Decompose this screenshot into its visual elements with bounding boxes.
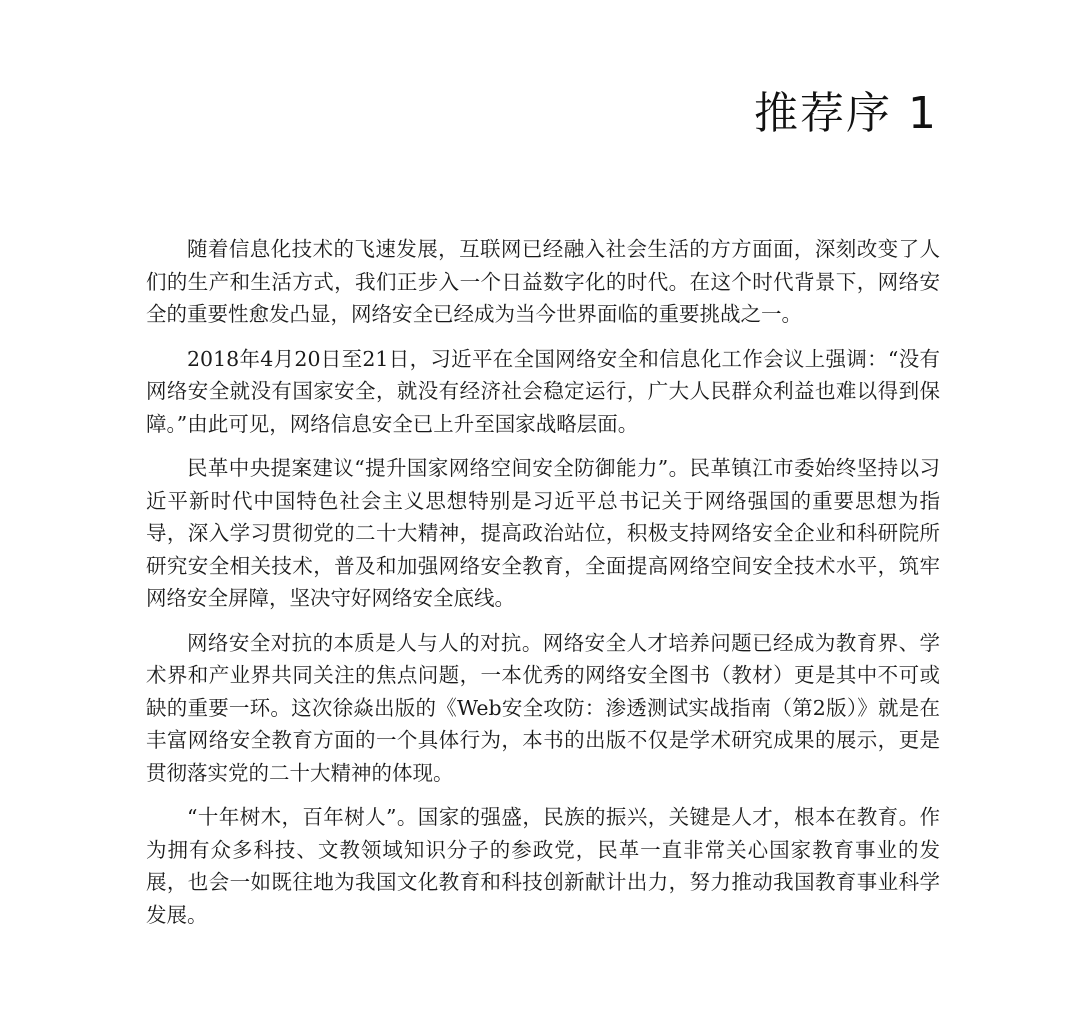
paragraph-3: 民革中央提案建议“提升国家网络空间安全防御能力”。民革镇江市委始终坚持以习近平新时代中国特色社会主义思想特别是习近平总书记关于网络强国的重要思想为指导，深入学习贯彻党的二十大精神，提高政治站位，积极支持网络安全企业和科研院所研究安全相关技术，普及和加强网络安全教育，全面提高网络空间安全技术水平，筑牢网络安全屏障，坚决守好网络安全底线。 [146, 456, 940, 610]
paragraph-2: 2018年4月20日至21日，习近平在全国网络安全和信息化工作会议上强调：“没有网络安全就没有国家安全，就没有经济社会稳定运行，广大人民群众利益也难以得到保障。”由此可见，网络信息安全已上升至国家战略层面。 [146, 346, 940, 436]
paragraph-5: “十年树木，百年树人”。国家的强盛，民族的振兴，关键是人才，根本在教育。作为拥有众多科技、文教领域知识分子的参政党，民革一直非常关心国家教育事业的发展，也会一如既往地为我国文化教育和科技创新献计出力，努力推动我国教育事业科学发展。 [146, 805, 940, 927]
paragraph-4: 网络安全对抗的本质是人与人的对抗。网络安全人才培养问题已经成为教育界、学术界和产业界共同关注的焦点问题，一本优秀的网络安全图书（教材）更是其中不可或缺的重要一环。这次徐焱出版的《Web安全攻防：渗透测试实战指南（第2版）》就是在丰富网络安全教育方面的一个具体行为，本书的出版不仅是学术研究成果的展示，更是贯彻落实党的二十大精神的体现。 [146, 630, 940, 785]
paragraph-1: 随着信息化技术的飞速发展，互联网已经融入社会生活的方方面面，深刻改变了人们的生产和生活方式，我们正步入一个日益数字化的时代。在这个时代背景下，网络安全的重要性愈发凸显，网络安全已经成为当今世界面临的重要挑战之一。 [146, 237, 940, 326]
body-text [146, 233, 940, 931]
page-title: 推荐序 1 [754, 88, 938, 139]
